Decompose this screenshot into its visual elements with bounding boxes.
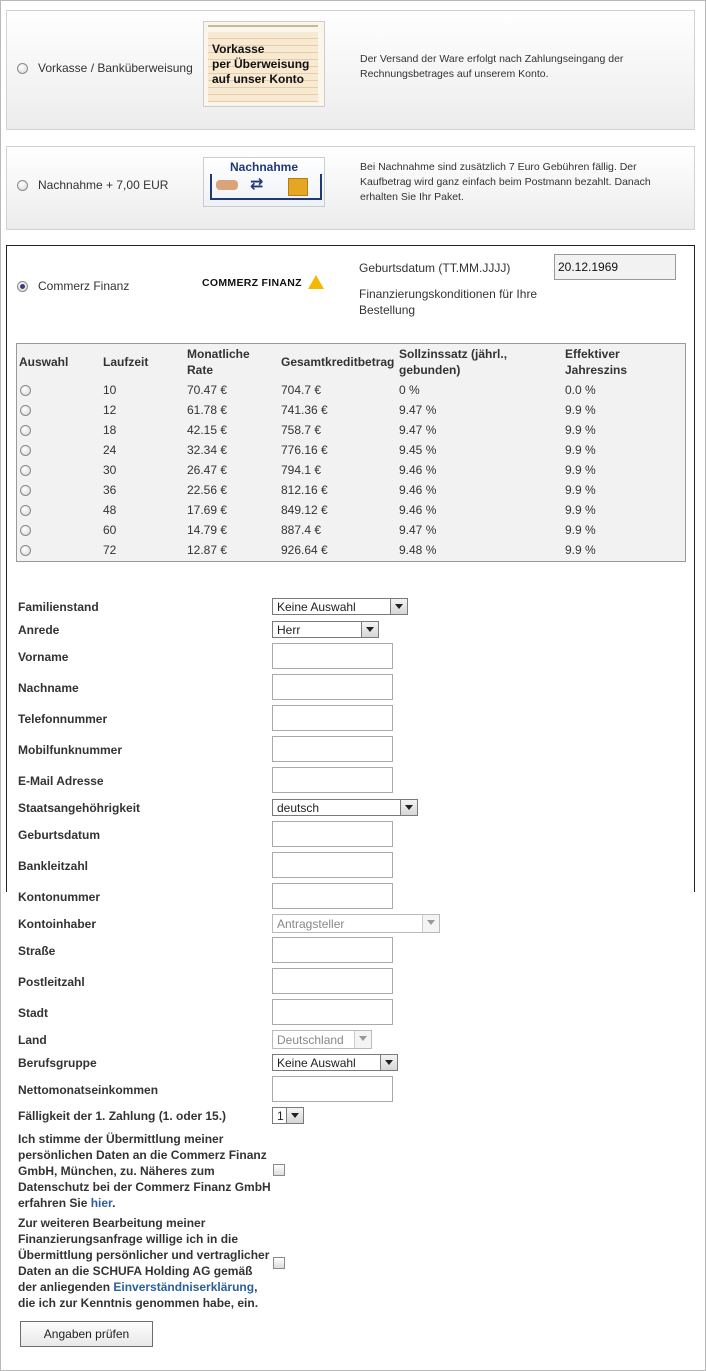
nachname-label: Nachname [18, 681, 79, 695]
birthdate-label: Geburtsdatum (TT.MM.JJJJ) [359, 261, 511, 275]
chevron-down-icon [390, 599, 407, 614]
monatliche-rate-cell: 70.47 € [187, 383, 228, 397]
birthdate-value: 20.12.1969 [558, 260, 619, 274]
faelligkeit-value: 1 [277, 1109, 284, 1123]
gesamtkreditbetrag-cell: 758.7 € [281, 423, 322, 437]
effektiver-jahreszins-cell: 9.9 % [565, 423, 596, 437]
land-label: Land [18, 1033, 47, 1047]
hand-money-icon [216, 180, 238, 190]
konto-label: Kontonummer [18, 890, 100, 904]
rate-select-radio[interactable] [20, 405, 31, 416]
sollzinssatz-cell: 9.47 % [399, 423, 437, 437]
netto-input[interactable] [272, 1076, 393, 1102]
laufzeit-cell: 60 [103, 523, 117, 537]
plz-input[interactable] [272, 968, 393, 994]
sollzinssatz-cell: 9.46 % [399, 463, 437, 477]
laufzeit-cell: 72 [103, 543, 117, 557]
consent-schufa-tail: , die ich zur Kenntnis genommen habe, ein. [18, 1280, 259, 1310]
rate-select-radio[interactable] [20, 545, 31, 556]
stadt-label: Stadt [18, 1006, 48, 1020]
exchange-arrows-icon: ⇄ [250, 176, 264, 193]
gesamtkreditbetrag-cell: 776.16 € [281, 443, 328, 457]
col-header-auswahl: Auswahl [19, 355, 69, 369]
sollzinssatz-cell: 9.45 % [399, 443, 437, 457]
laufzeit-cell: 10 [103, 383, 117, 397]
consent-datenschutz-text [18, 1131, 273, 1211]
anrede-select[interactable] [272, 621, 379, 638]
beruf-value: Keine Auswahl [277, 1056, 356, 1070]
payment-option-nachnahme [6, 146, 695, 230]
rate-row [17, 402, 677, 420]
staat-select[interactable] [272, 799, 418, 816]
laufzeit-cell: 30 [103, 463, 117, 477]
col-header-monatliche-rate: Monatliche Rate [187, 347, 250, 377]
laufzeit-cell: 18 [103, 423, 117, 437]
staat-label: Staatsangehöhrigkeit [18, 801, 141, 815]
effektiver-jahreszins-cell: 9.9 % [565, 443, 596, 457]
effektiver-jahreszins-cell: 9.9 % [565, 463, 596, 477]
land-value: Deutschland [277, 1033, 344, 1047]
rate-row [17, 502, 677, 520]
commerz-label: Commerz Finanz [38, 279, 130, 293]
effektiver-jahreszins-cell: 0.0 % [565, 383, 596, 397]
laufzeit-cell: 36 [103, 483, 117, 497]
submit-button[interactable]: Angaben prüfen [20, 1321, 153, 1347]
rate-row [17, 542, 677, 560]
sollzinssatz-cell: 9.47 % [399, 523, 437, 537]
sollzinssatz-cell: 9.46 % [399, 483, 437, 497]
package-icon [288, 178, 308, 196]
vorkasse-image [203, 21, 325, 107]
sollzinssatz-cell: 9.47 % [399, 403, 437, 417]
sollzinssatz-cell: 9.46 % [399, 503, 437, 517]
einverstaendnis-link[interactable]: Einverständniserklärung [113, 1280, 255, 1294]
rate-select-radio[interactable] [20, 525, 31, 536]
rate-select-radio[interactable] [20, 425, 31, 436]
telefon-label: Telefonnummer [18, 712, 108, 726]
monatliche-rate-cell: 17.69 € [187, 503, 228, 517]
land-select[interactable] [272, 1030, 372, 1049]
vorkasse-description: Der Versand der Ware erfolgt nach Zahlungseingang der Rechnungsbetrages auf unserem Konto. [360, 53, 624, 80]
rate-select-radio[interactable] [20, 485, 31, 496]
vorkasse-label: Vorkasse / Banküberweisung [38, 61, 193, 75]
familienstand-label: Familienstand [18, 600, 99, 614]
inhaber-value: Antragsteller [277, 917, 345, 931]
gesamtkreditbetrag-cell: 849.12 € [281, 503, 328, 517]
effektiver-jahreszins-cell: 9.9 % [565, 503, 596, 517]
beruf-select[interactable] [272, 1054, 398, 1071]
datenschutz-link[interactable]: hier [90, 1196, 113, 1210]
strasse-input[interactable] [272, 937, 393, 963]
laufzeit-cell: 48 [103, 503, 117, 517]
chevron-down-icon [286, 1108, 303, 1123]
birthdate-input[interactable] [554, 254, 676, 280]
monatliche-rate-cell: 42.15 € [187, 423, 228, 437]
col-header-sollzinssatz: Sollzinssatz (jährl., gebunden) [399, 347, 508, 377]
stadt-input[interactable] [272, 999, 393, 1025]
effektiver-jahreszins-cell: 9.9 % [565, 403, 596, 417]
col-header-laufzeit: Laufzeit [103, 355, 149, 369]
commerz-logo-icon [308, 275, 324, 289]
gesamtkreditbetrag-cell: 926.64 € [281, 543, 328, 557]
nachname-input[interactable] [272, 674, 393, 700]
consent-schufa-body: Zur weiteren Bearbeitung meiner Finanzierungsanfrage willige ich in die Übermittlung persönlicher und vertraglicher Daten an die SCHUFA Holding AG gemäß der anliegenden [18, 1216, 270, 1294]
chevron-down-icon [354, 1031, 371, 1048]
gesamtkreditbetrag-cell: 812.16 € [281, 483, 328, 497]
familienstand-value: Keine Auswahl [277, 600, 356, 614]
consent-schufa-checkbox[interactable] [273, 1257, 285, 1269]
commerz-radio[interactable] [17, 281, 28, 292]
email-label: E-Mail Adresse [18, 774, 104, 788]
sollzinssatz-cell: 0 % [399, 383, 420, 397]
nachnahme-label: Nachnahme + 7,00 EUR [38, 178, 169, 192]
monatliche-rate-cell: 26.47 € [187, 463, 228, 477]
staat-value: deutsch [277, 801, 320, 815]
consent-datenschutz-checkbox[interactable] [273, 1164, 285, 1176]
rate-row [17, 382, 677, 400]
rate-row [17, 522, 677, 540]
gesamtkreditbetrag-cell: 887.4 € [281, 523, 322, 537]
netto-label: Nettomonatseinkommen [18, 1083, 159, 1097]
geburtsdatum-input[interactable] [272, 821, 393, 847]
monatliche-rate-cell: 22.56 € [187, 483, 228, 497]
vorkasse-image-line3: auf unser Konto [212, 72, 304, 86]
consent-datenschutz-tail: . [112, 1196, 116, 1210]
vorname-input[interactable] [272, 643, 393, 669]
mobil-input[interactable] [272, 736, 393, 762]
gesamtkreditbetrag-cell: 794.1 € [281, 463, 322, 477]
rate-select-radio[interactable] [20, 465, 31, 476]
col-header-effektiver-jahreszins: Effektiver Jahreszins [565, 347, 628, 377]
rate-row [17, 462, 677, 480]
vorkasse-radio[interactable] [17, 63, 28, 74]
consent-schufa-text [18, 1215, 273, 1311]
faelligkeit-label: Fälligkeit der 1. Zahlung (1. oder 15.) [18, 1109, 227, 1123]
sollzinssatz-cell: 9.48 % [399, 543, 437, 557]
nachnahme-image [203, 157, 325, 207]
monatliche-rate-cell: 12.87 € [187, 543, 228, 557]
chevron-down-icon [422, 915, 439, 932]
effektiver-jahreszins-cell: 9.9 % [565, 543, 596, 557]
payment-option-vorkasse [6, 10, 695, 130]
nachnahme-radio[interactable] [17, 180, 28, 191]
chevron-down-icon [400, 800, 417, 815]
inhaber-label: Kontoinhaber [18, 917, 96, 931]
financing-conditions-label: Finanzierungskonditionen für Ihre Bestellung [359, 287, 538, 317]
telefon-input[interactable] [272, 705, 393, 731]
laufzeit-cell: 12 [103, 403, 117, 417]
rate-select-radio[interactable] [20, 505, 31, 516]
vorname-label: Vorname [18, 650, 69, 664]
rate-row [17, 482, 677, 500]
mobil-label: Mobilfunknummer [18, 743, 122, 757]
vorkasse-image-line1: Vorkasse [212, 42, 265, 56]
gesamtkreditbetrag-cell: 741.36 € [281, 403, 328, 417]
effektiver-jahreszins-cell: 9.9 % [565, 483, 596, 497]
blz-input[interactable] [272, 852, 393, 878]
commerz-logo [202, 274, 327, 294]
email-input[interactable] [272, 767, 393, 793]
rate-row [17, 422, 677, 440]
anrede-label: Anrede [18, 623, 60, 637]
familienstand-select[interactable] [272, 598, 408, 615]
gesamtkreditbetrag-cell: 704.7 € [281, 383, 322, 397]
col-header-gesamtkreditbetrag: Gesamtkreditbetrag [281, 355, 395, 369]
monatliche-rate-cell: 32.34 € [187, 443, 228, 457]
faelligkeit-select[interactable] [272, 1107, 304, 1124]
monatliche-rate-cell: 61.78 € [187, 403, 228, 417]
consent-datenschutz-body: Ich stimme der Übermittlung meiner persönlichen Daten an die Commerz Finanz GmbH, München, zu. Näheres zum Datenschutz bei der Commerz Finanz GmbH erfahren Sie [18, 1132, 271, 1210]
anrede-value: Herr [277, 623, 301, 637]
geburtsdatum-label: Geburtsdatum [18, 828, 101, 842]
beruf-label: Berufsgruppe [18, 1056, 97, 1070]
nachnahme-image-title: Nachnahme [229, 160, 299, 174]
monatliche-rate-cell: 14.79 € [187, 523, 228, 537]
chevron-down-icon [361, 622, 378, 637]
commerz-logo-text: COMMERZ FINANZ [202, 277, 302, 289]
rate-row [17, 442, 677, 460]
inhaber-select[interactable] [272, 914, 440, 933]
strasse-label: Straße [18, 944, 56, 958]
blz-label: Bankleitzahl [18, 859, 89, 873]
vorkasse-image-line2: per Überweisung [212, 57, 310, 71]
nachnahme-description: Bei Nachnahme sind zusätzlich 7 Euro Gebühren fällig. Der Kaufbetrag wird ganz einfach beim Postmann bezahlt. Danach erhalten Sie Ihr Paket. [360, 161, 651, 203]
chevron-down-icon [380, 1055, 397, 1070]
rate-select-radio[interactable] [20, 385, 31, 396]
financing-rates-table [16, 343, 686, 562]
rate-select-radio[interactable] [20, 445, 31, 456]
konto-input[interactable] [272, 883, 393, 909]
laufzeit-cell: 24 [103, 443, 117, 457]
effektiver-jahreszins-cell: 9.9 % [565, 523, 596, 537]
plz-label: Postleitzahl [18, 975, 85, 989]
